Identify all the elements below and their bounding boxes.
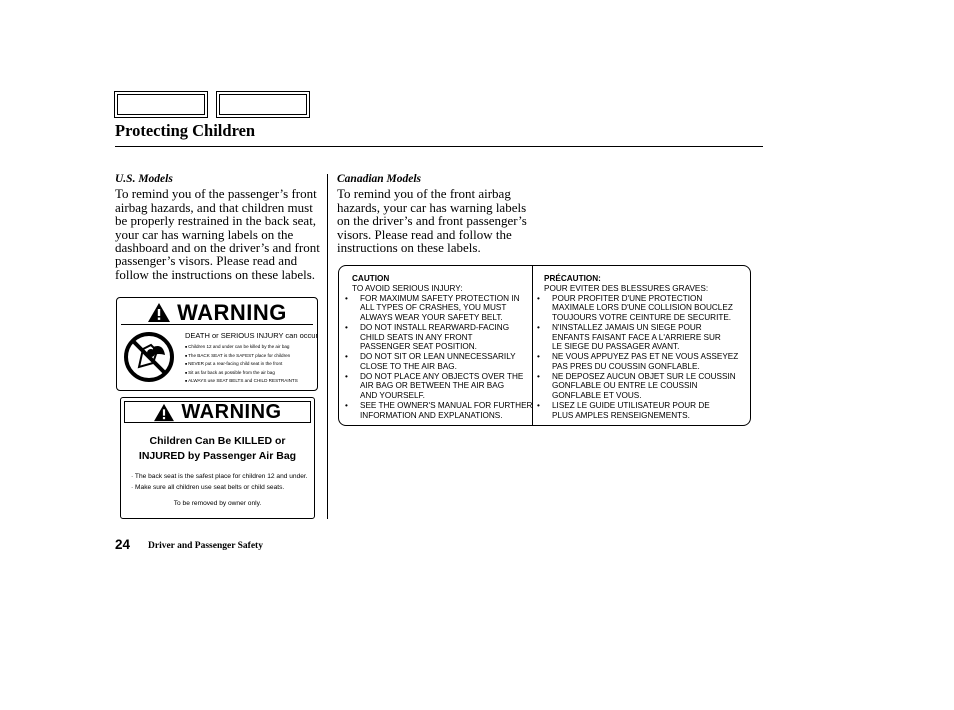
us-models-body: To remind you of the passenger’s front airbag hazards, and that children must be properly restrained in the back seat, your car has warning labels on the dashboard and on the driver’s and front passenger’s visors. Please read and follow the instructions on these labels. [115, 186, 320, 282]
dashboard-warning-label [116, 297, 318, 391]
label2-line2: INJURED by Passenger Air Bag [138, 450, 297, 462]
section-name: Driver and Passenger Safety [148, 541, 263, 551]
title-rule [115, 146, 763, 147]
list-item: • NE VOUS APPUYEZ PAS ET NE VOUS ASSEYEZ PAS PRES DU COUSSIN GONFLABLE. [544, 352, 738, 372]
warning-triangle-icon [147, 302, 171, 323]
caution-english [352, 274, 532, 420]
us-models-heading: U.S. Models [115, 173, 173, 185]
list-item: • POUR PROFITER D'UNE PROTECTION MAXIMALE LORS D'UNE COLLISION BOUCLEZ TOUJOURS VOTRE CEINTURE DE SECURITE. [544, 294, 738, 323]
nav-tab-box-2[interactable] [216, 91, 310, 118]
column-divider [327, 174, 328, 519]
canadian-caution-label [338, 265, 751, 426]
warning-word: WARNING [177, 299, 287, 325]
warning-header [121, 301, 313, 325]
label2-list [131, 471, 308, 493]
caution-french [544, 274, 738, 420]
nav-tab-box-1[interactable] [114, 91, 208, 118]
no-rear-facing-child-seat-icon [123, 329, 175, 384]
list-item: • NE DEPOSEZ AUCUN OBJET SUR LE COUSSIN GONFLABLE OU ENTRE LE COUSSIN GONFLABLE ET VOUS. [544, 372, 738, 401]
canadian-models-body: To remind you of the front airbag hazards, your car has warning labels on the driver’s and front passenger’s visors. Please read and follow the instructions on these labels. [337, 186, 527, 256]
list-item: · The back seat is the safest place for children 12 and under. [131, 471, 308, 482]
visor-warning-label [120, 397, 315, 519]
label2-line1: Children Can Be KILLED or [149, 435, 286, 447]
list-item: ■ Sit as far back as possible from the air bag [185, 369, 298, 378]
label1-headline: DEATH or SERIOUS INJURY can occur [185, 331, 318, 340]
label1-list [185, 343, 298, 386]
list-item: • DO NOT SIT OR LEAN UNNECESSARILY CLOSE TO THE AIR BAG. [352, 352, 532, 372]
list-item: · Make sure all children use seat belts or child seats. [131, 482, 308, 493]
page-number: 24 [115, 537, 131, 552]
canadian-models-heading: Canadian Models [337, 173, 422, 185]
list-item: ■ NEVER put a rear-facing child seat in the front [185, 360, 298, 369]
list-item: • DO NOT INSTALL REARWARD-FACING CHILD SEATS IN ANY FRONT PASSENGER SEAT POSITION. [352, 323, 532, 352]
canadian-models-section [337, 173, 542, 254]
list-item: ■ ALWAYS use SEAT BELTS and CHILD RESTRAINTS [185, 377, 298, 386]
page-title: Protecting Children [115, 121, 256, 140]
caution-title: CAUTION [352, 274, 390, 283]
warning-triangle-icon [153, 403, 175, 422]
precaution-list [544, 294, 738, 421]
precaution-title: PRÉCAUTION: [544, 274, 601, 283]
list-item: ■ The BACK SEAT is the SAFEST place for children [185, 352, 298, 361]
list-item: • FOR MAXIMUM SAFETY PROTECTION IN ALL TYPES OF CRASHES, YOU MUST ALWAYS WEAR YOUR SAFETY BELT. [352, 294, 532, 323]
list-item: ■ Children 12 and under can be killed by the air bag [185, 343, 298, 352]
list-item: • LISEZ LE GUIDE UTILISATEUR POUR DE PLUS AMPLES RENSEIGNEMENTS. [544, 401, 738, 421]
caution-subtitle: TO AVOID SERIOUS INJURY: [352, 283, 463, 293]
label2-removal-note: To be removed by owner only. [173, 500, 262, 507]
us-models-section [115, 173, 321, 281]
list-item: • SEE THE OWNER'S MANUAL FOR FURTHER INFORMATION AND EXPLANATIONS. [352, 401, 532, 421]
caution-list [352, 294, 532, 421]
list-item: • N'INSTALLEZ JAMAIS UN SIEGE POUR ENFANTS FAISANT FACE A L'ARRIERE SUR LE SIEGE DU PASSAGER AVANT. [544, 323, 738, 352]
list-item: • DO NOT PLACE ANY OBJECTS OVER THE AIR BAG OR BETWEEN THE AIR BAG AND YOURSELF. [352, 372, 532, 401]
warning-header [124, 401, 311, 423]
precaution-subtitle: POUR EVITER DES BLESSURES GRAVES: [544, 283, 709, 293]
warning-word: WARNING [181, 400, 282, 423]
label2-headline [121, 434, 314, 464]
